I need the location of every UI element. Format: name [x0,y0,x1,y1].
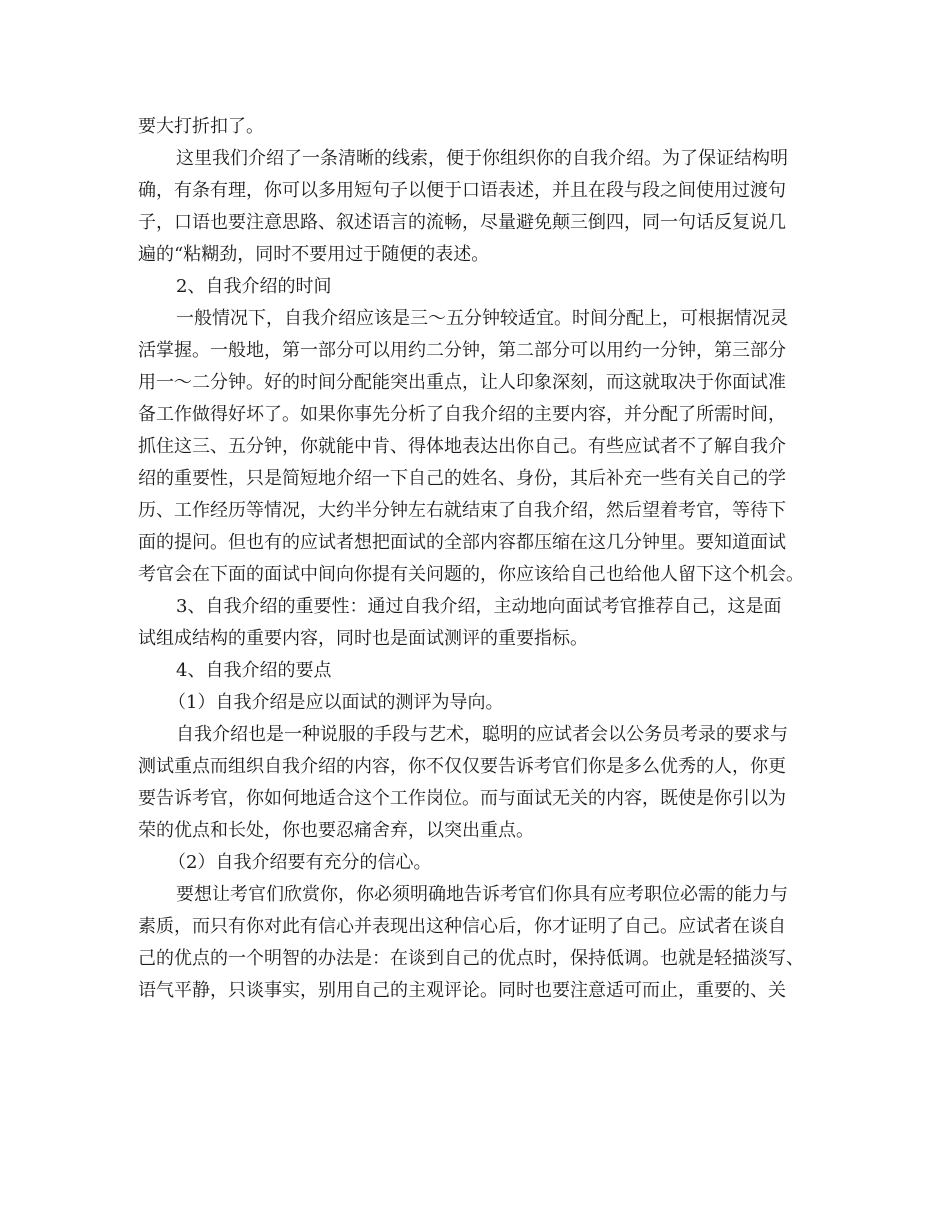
text-line: （1）自我介绍是应以面试的测评为导向。 [168,692,504,713]
text-line: 素质，而只有你对此有信心并表现出这种信心后，你才证明了自己。应试者在谈自 [138,916,786,937]
text-line: 一般情况下，自我介绍应该是三～五分钟较适宜。时间分配上，可根据情况灵 [176,308,788,329]
text-line: 这里我们介绍了一条清晰的线索，便于你组织你的自我介绍。为了保证结构明 [176,148,788,169]
text-line: 绍的重要性，只是简短地介绍一下自己的姓名、身份，其后补充一些有关自己的学 [138,468,786,489]
text-line: 3、自我介绍的重要性：通过自我介绍，主动地向面试考官推荐自己，这是面 [176,596,782,617]
text-line: 己的优点的一个明智的办法是：在谈到自己的优点时，保持低调。也就是轻描淡写、 [138,948,804,969]
text-line: 子，口语也要注意思路、叙述语言的流畅，尽量避免颠三倒四，同一句话反复说几 [138,212,786,233]
text-line: （2）自我介绍要有充分的信心。 [168,852,432,873]
text-line: 用一～二分钟。好的时间分配能突出重点，让人印象深刻，而这就取决于你面试准 [138,372,786,393]
text-line: 活掌握。一般地，第一部分可以用约二分钟，第二部分可以用约一分钟，第三部分 [138,340,786,361]
document-body [138,111,838,1007]
text-line: 自我介绍也是一种说服的手段与艺术，聪明的应试者会以公务员考录的要求与 [176,724,788,745]
text-line: 试组成结构的重要内容，同时也是面试测评的重要指标。 [138,628,588,649]
text-line: 荣的优点和长处，你也要忍痛舍弃，以突出重点。 [138,820,534,841]
text-line: 确，有条有理，你可以多用短句子以便于口语表述，并且在段与段之间使用过渡句 [138,180,786,201]
text-line: 测试重点而组织自我介绍的内容，你不仅仅要告诉考官们你是多么优秀的人，你更 [138,756,786,777]
text-line: 备工作做得好坏了。如果你事先分析了自我介绍的主要内容，并分配了所需时间， [138,404,786,425]
text-line: 4、自我介绍的要点 [176,660,332,681]
text-line: 考官会在下面的面试中间向你提有关问题的，你应该给自己也给他人留下这个机会。 [138,564,804,585]
text-line: 要告诉考官，你如何地适合这个工作岗位。而与面试无关的内容，既使是你引以为 [138,788,786,809]
text-line: 遍的“粘糊劲，同时不要用过于随便的表述。 [138,244,490,265]
text-line: 语气平静，只谈事实，别用自己的主观评论。同时也要注意适可而止，重要的、关 [138,980,786,1001]
text-line: 2、自我介绍的时间 [176,276,332,297]
text-line: 要想让考官们欣赏你，你必须明确地告诉考官们你具有应考职位必需的能力与 [176,884,788,905]
text-line: 面的提问。但也有的应试者想把面试的全部内容都压缩在这几分钟里。要知道面试 [138,532,786,553]
text-line: 历、工作经历等情况，大约半分钟左右就结束了自我介绍，然后望着考官，等待下 [138,500,786,521]
text-line: 抓住这三、五分钟，你就能中肯、得体地表达出你自己。有些应试者不了解自我介 [138,436,786,457]
text-line: 要大打折扣了。 [138,116,264,137]
